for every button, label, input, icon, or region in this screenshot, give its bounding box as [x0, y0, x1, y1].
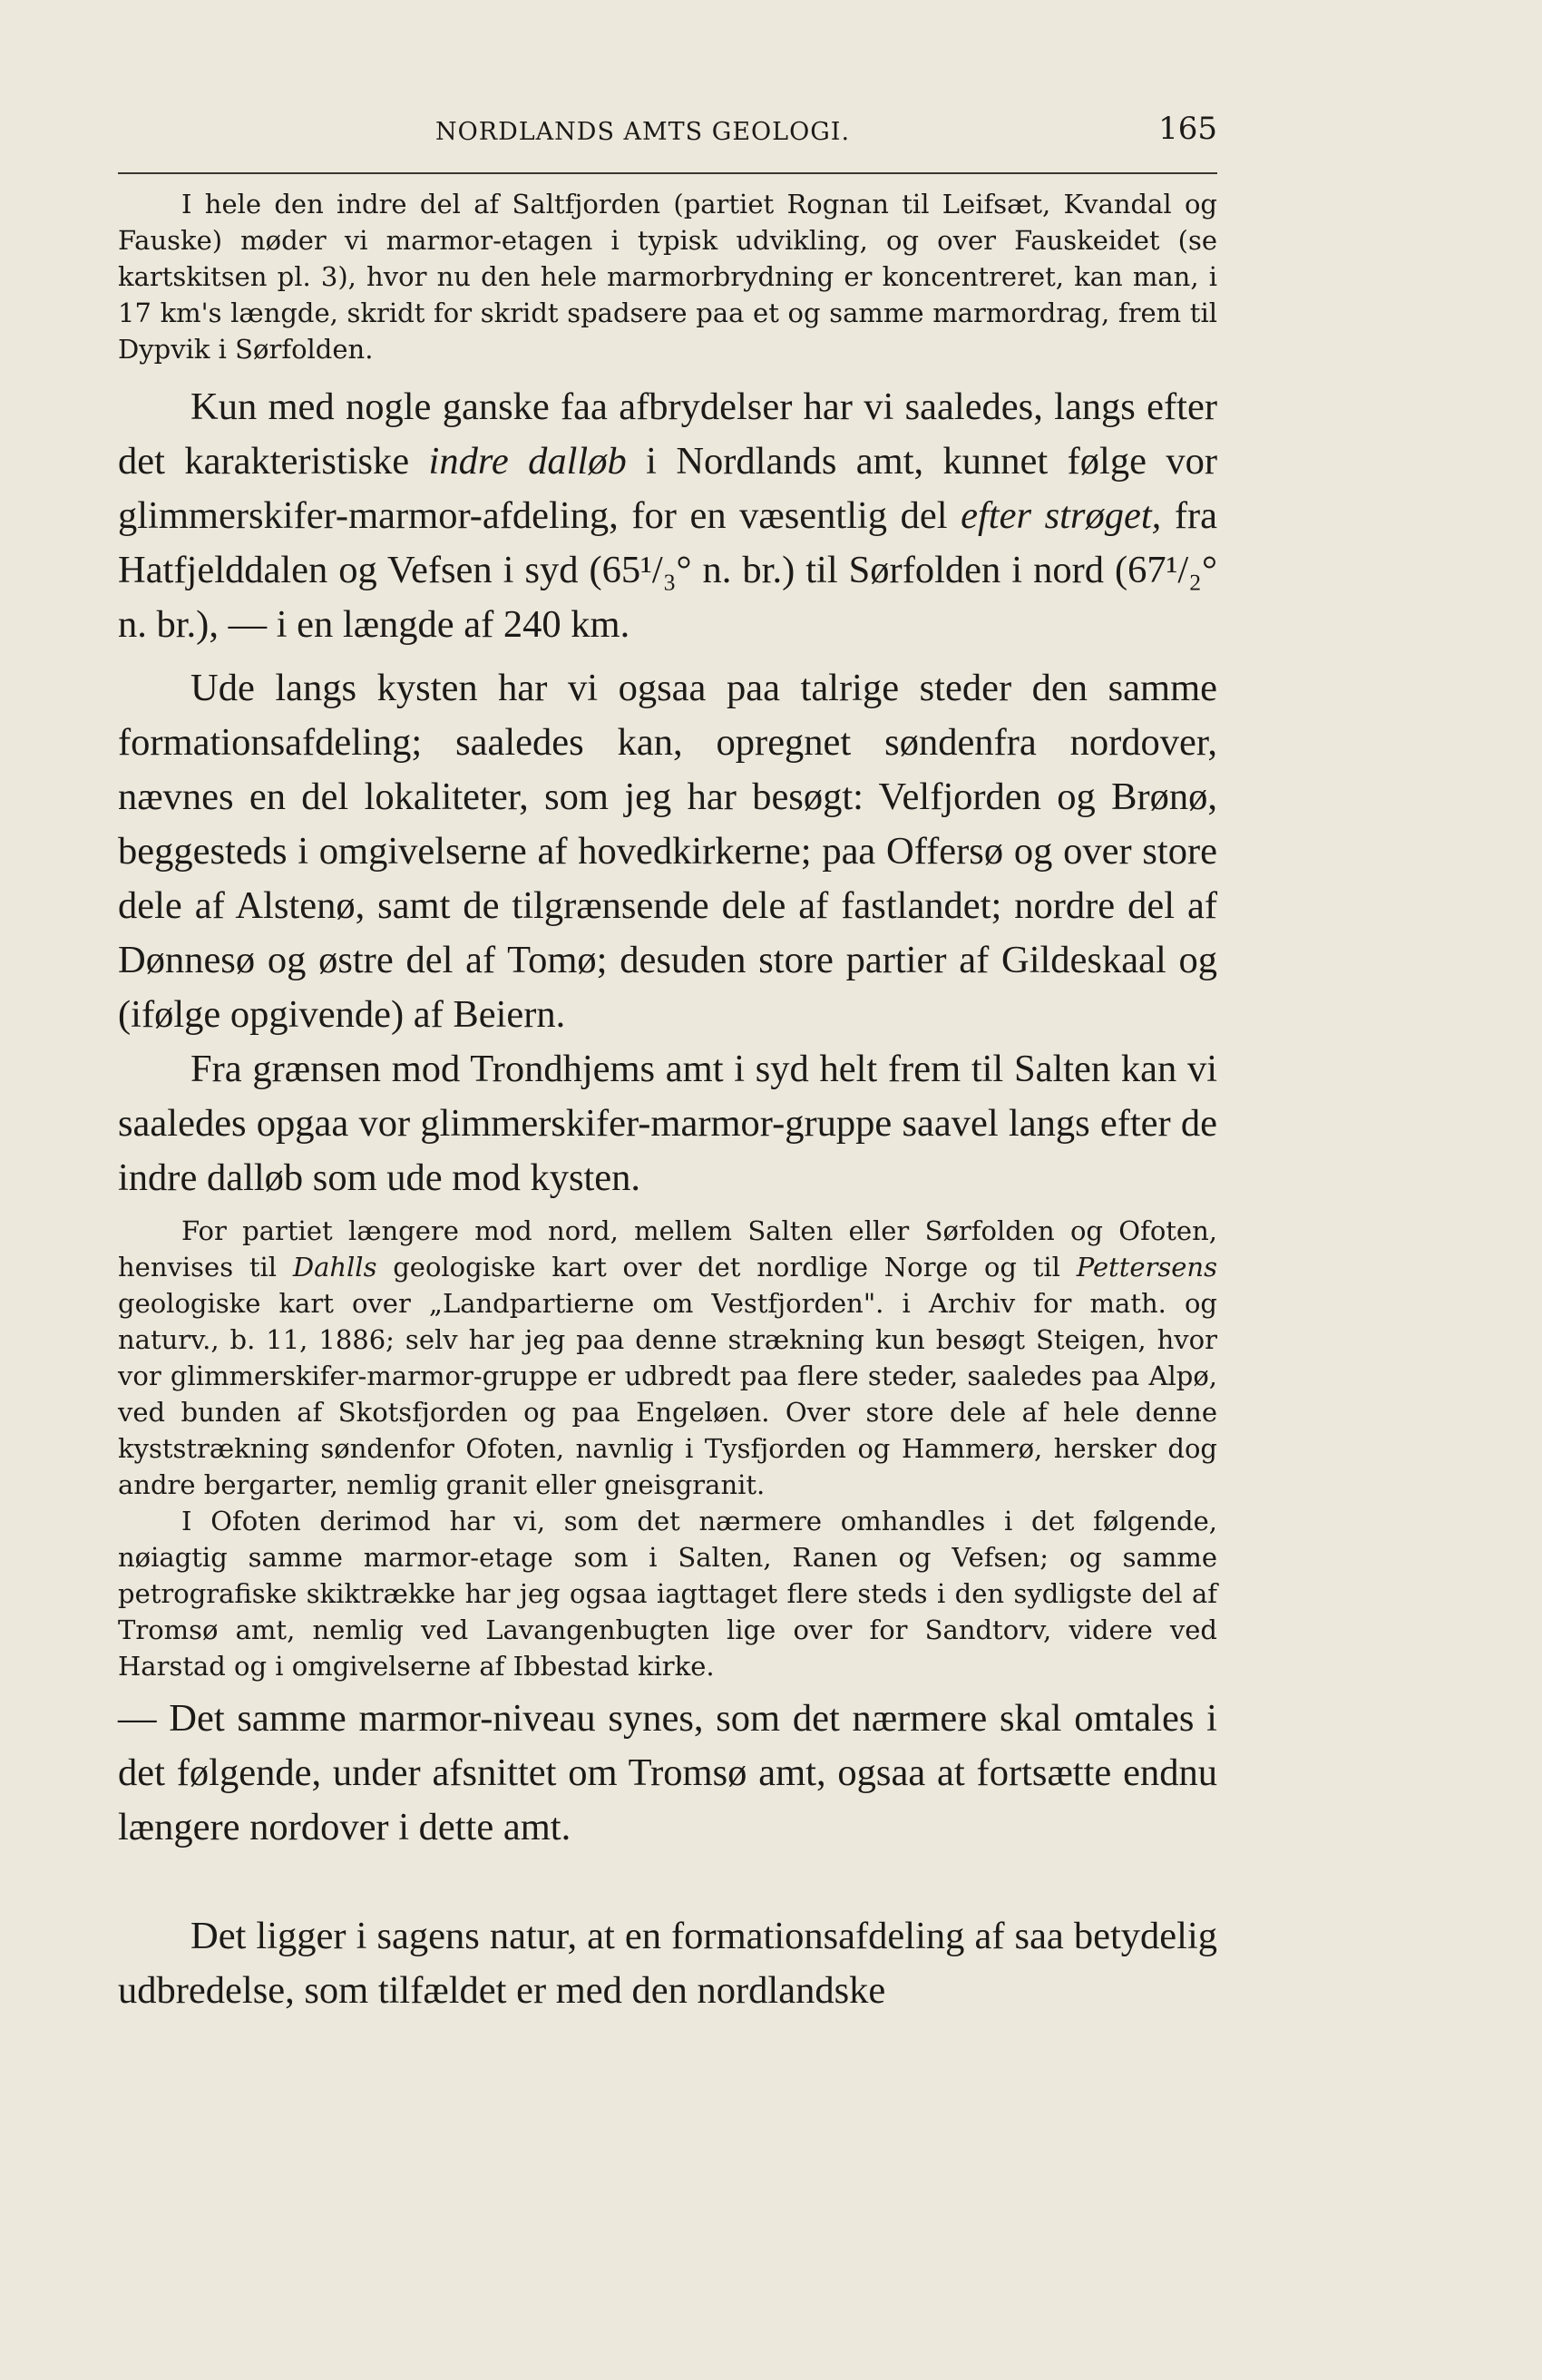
italic-term: efter strøget,: [961, 494, 1162, 537]
paragraph-sagens-natur: Det ligger i sagens natur, at en formationsafdeling af saa betydelig udbredelse, som tilfældet er med den nordlandske: [118, 1915, 1217, 2012]
page-header: [118, 111, 1217, 161]
paragraph-indre-dallob: [118, 380, 1217, 652]
italic-name: Dahlls: [292, 1252, 377, 1283]
paragraph-marmor-niveau: — Det samme marmor-niveau synes, som det nærmere skal omtales i det følgende, under afsnittet om Tromsø amt, ogsaa at fortsætte endnu længere nordover i dette amt.: [118, 1697, 1217, 1848]
header-rule: [118, 172, 1217, 174]
page-number: 165: [1158, 111, 1217, 147]
paragraph-saltfjorden: I hele den indre del af Saltfjorden (partiet Rognan til Leifsæt, Kvandal og Fauske) møder vi marmor-etagen i typisk udvikling, og over Fauskeidet (se kartskitsen pl. 3), hvor nu den hele marmorbrydning er koncentreret, kan man, i 17 km's længde, skridt for skridt spadsere paa et og samme marmordrag, frem til Dypvik i Sørfolden.: [118, 189, 1217, 365]
text-run: For partiet længere mod nord, mellem Salten eller Sørfolden og Ofoten, henvises til: [118, 1215, 1217, 1283]
paragraph-ofoten-derimod: I Ofoten derimod har vi, som det nærmere omhandles i det følgende, nøiagtig samme marmor-etage som i Salten, Ranen og Vefsen; og samme petrografiske skiktrække har jeg ogsaa iagttaget flere steds i den sydligste del af Tromsø amt, nemlig ved Lavangenbugten lige over for Sandtorv, videre ved Harstad og i omgivelserne af Ibbestad kirke.: [118, 1506, 1217, 1682]
paragraph-ofoten-note: [118, 1213, 1217, 1503]
text-run: geologiske kart over „Landpartierne om Vestfjorden". i Archiv for math. og naturv., b. 11, 1886; selv har jeg paa denne strækning kun besøgt Steigen, hvor vor glimmerskifer-marmor-gruppe er udbredt paa flere steder, saaledes paa Alpø, ved bunden af Skotsfjorden og paa Engeløen. Over store dele af hele denne kyststrækning søndenfor Ofoten, navnlig i Tysfjorden og Hammerø, hersker dog andre bergarter, nemlig granit eller gneisgranit.: [118, 1288, 1217, 1500]
paragraph-graensen: Fra grænsen mod Trondhjems amt i syd helt frem til Salten kan vi saaledes opgaa vor glimmerskifer-marmor-gruppe saavel langs efter de indre dalløb som ude mod kysten.: [118, 1048, 1217, 1199]
page-body: [118, 186, 1217, 2018]
running-title: NORDLANDS AMTS GEOLOGI.: [435, 118, 851, 146]
text-run: i Nordlands amt, kunnet følge vor glimmerskifer-marmor-afdeling, for en væsentlig del: [118, 440, 1217, 537]
paragraph-kysten: Ude langs kysten har vi ogsaa paa talrige steder den samme formationsafdeling; saaledes kan, opregnet søndenfra nordover, nævnes en del lokaliteter, som jeg har besøgt: Velfjorden og Brønø, beggesteds i omgivelserne af hovedkirkerne; paa Offersø og over store dele af Alstenø, samt de tilgrænsende dele af fastlandet; nordre del af Dønnesø og østre del af Tomø; desuden store partier af Gildeskaal og (ifølge opgivende) af Beiern.: [118, 667, 1217, 1036]
italic-name: Pettersens: [1076, 1252, 1217, 1283]
text-run: geologiske kart over det nordlige Norge og til: [376, 1252, 1077, 1283]
italic-term: indre dalløb: [428, 440, 627, 483]
text-run: Kun med nogle ganske faa afbrydelser har vi saaledes, langs efter det karakteristiske: [118, 385, 1217, 483]
text-run: fra Hatfjelddalen og Vefsen i syd (65¹/₃° n. br.) til Sørfolden i nord (67¹/₂° n. br.), — i en længde af 240 km.: [118, 494, 1217, 646]
